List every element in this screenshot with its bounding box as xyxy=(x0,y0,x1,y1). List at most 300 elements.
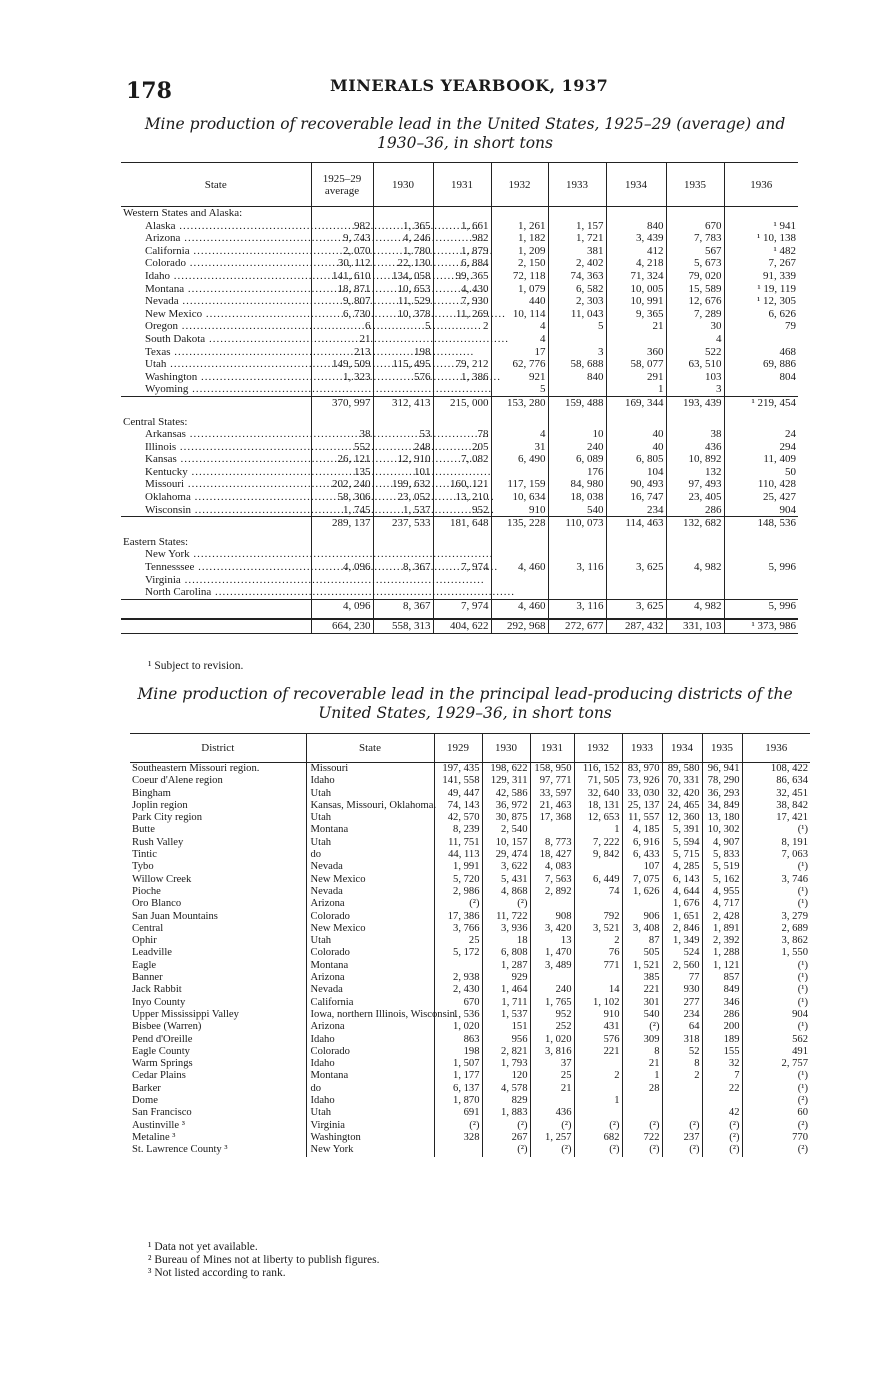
district-row xyxy=(130,849,810,861)
value-cell: 38 xyxy=(666,428,724,441)
value-cell xyxy=(491,574,548,587)
value-cell: 12, 676 xyxy=(666,295,724,308)
value-cell: 8, 773 xyxy=(530,837,574,849)
value-cell: 99, 365 xyxy=(433,270,491,283)
state-label: Oklahoma ..... xyxy=(145,491,495,503)
table1-footnote: ¹ Subject to revision. xyxy=(148,660,244,672)
district-state: Colorado xyxy=(306,911,434,923)
value-cell: 8, 239 xyxy=(434,824,482,836)
value-cell: 21 xyxy=(311,333,373,346)
value-cell: 5, 431 xyxy=(482,874,530,886)
value-cell: 1, 883 xyxy=(482,1107,530,1119)
value-cell: 79 xyxy=(724,320,798,333)
value-cell: 1, 386 xyxy=(433,371,491,384)
footnote: ¹ Data not yet available. xyxy=(148,1241,258,1253)
district-row xyxy=(130,935,810,947)
empty-cell xyxy=(724,612,798,619)
value-cell xyxy=(702,1095,742,1107)
district-state: Idaho xyxy=(306,1058,434,1070)
column-header: 1930 xyxy=(373,163,433,207)
value-cell: (¹) xyxy=(742,960,810,972)
value-cell: 286 xyxy=(666,504,724,517)
value-cell: 385 xyxy=(622,972,662,984)
district-row xyxy=(130,972,810,984)
value-cell xyxy=(724,586,798,599)
state-name xyxy=(121,466,311,479)
value-cell: 76 xyxy=(574,947,622,959)
value-cell: 2, 150 xyxy=(491,257,548,270)
state-row xyxy=(121,358,798,371)
column-header: 1929 xyxy=(434,734,482,763)
empty-cell xyxy=(311,612,373,619)
column-header: State xyxy=(121,163,311,207)
subtotal-cell: 4, 460 xyxy=(491,599,548,612)
value-cell: 440 xyxy=(491,295,548,308)
district-name: Coeur d'Alene region xyxy=(132,775,223,787)
empty-cell xyxy=(373,612,433,619)
value-cell: 6, 916 xyxy=(622,837,662,849)
district-name: Rush Valley xyxy=(132,836,184,848)
value-cell: 1, 745 xyxy=(311,504,373,517)
state-label: California ..... xyxy=(145,245,493,257)
empty-cell xyxy=(121,612,311,619)
value-cell: 309 xyxy=(622,1034,662,1046)
district-state: New Mexico xyxy=(306,874,434,886)
state-name xyxy=(121,491,311,504)
value-cell: 234 xyxy=(662,1009,702,1021)
district-row xyxy=(130,947,810,959)
district-state: Washington xyxy=(306,1132,434,1144)
district-name: Barker xyxy=(132,1082,161,1094)
value-cell: 5, 715 xyxy=(662,849,702,861)
value-cell: 6 xyxy=(311,320,373,333)
value-cell: 21 xyxy=(606,320,666,333)
district-state: Montana xyxy=(306,960,434,972)
district-state: Missouri xyxy=(306,763,434,776)
district-row xyxy=(130,788,810,800)
value-cell: 101 xyxy=(373,466,433,479)
state-name xyxy=(121,257,311,270)
district-state: Idaho xyxy=(306,775,434,787)
value-cell: 952 xyxy=(433,504,491,517)
value-cell: 11, 043 xyxy=(548,308,606,321)
value-cell: 18, 131 xyxy=(574,800,622,812)
value-cell: 6, 490 xyxy=(491,453,548,466)
district-state: Virginia xyxy=(306,1120,434,1132)
value-cell: 108, 422 xyxy=(742,763,810,776)
value-cell: 151 xyxy=(482,1021,530,1033)
value-cell: 770 xyxy=(742,1132,810,1144)
value-cell: 4, 644 xyxy=(662,886,702,898)
value-cell: 1, 121 xyxy=(702,960,742,972)
value-cell: 6, 582 xyxy=(548,283,606,296)
value-cell: 7, 082 xyxy=(433,453,491,466)
state-label: Missouri ..... xyxy=(145,478,488,490)
subtotal-cell xyxy=(121,396,311,409)
value-cell: 5, 594 xyxy=(662,837,702,849)
value-cell: 200 xyxy=(702,1021,742,1033)
empty-cell xyxy=(433,207,491,220)
value-cell: 240 xyxy=(548,441,606,454)
value-cell: (²) xyxy=(574,1144,622,1156)
district-name: Southeastern Missouri region. xyxy=(132,763,260,774)
district-name: Inyo County xyxy=(132,996,186,1008)
state-row xyxy=(121,283,798,296)
value-cell: 22, 130 xyxy=(373,257,433,270)
empty-cell xyxy=(311,536,373,549)
value-cell: 771 xyxy=(574,960,622,972)
column-header: 1931 xyxy=(433,163,491,207)
value-cell: 1, 209 xyxy=(491,245,548,258)
value-cell: 4, 430 xyxy=(433,283,491,296)
column-header: 1932 xyxy=(491,163,548,207)
subtotal-cell: 135, 228 xyxy=(491,517,548,530)
table1-header-row xyxy=(121,163,798,207)
value-cell: 10, 157 xyxy=(482,837,530,849)
value-cell: 5 xyxy=(373,320,433,333)
state-name xyxy=(121,283,311,296)
empty-cell xyxy=(311,416,373,429)
value-cell: 202, 240 xyxy=(311,478,373,491)
value-cell: 7, 783 xyxy=(666,232,724,245)
district-row xyxy=(130,800,810,812)
grand-total-cell xyxy=(121,619,311,633)
grand-total-cell: 664, 230 xyxy=(311,619,373,633)
subtotal-cell: 370, 997 xyxy=(311,396,373,409)
empty-cell xyxy=(373,207,433,220)
value-cell xyxy=(662,1107,702,1119)
value-cell: 116, 152 xyxy=(574,763,622,776)
district-row xyxy=(130,1095,810,1107)
state-row xyxy=(121,220,798,233)
value-cell: (¹) xyxy=(742,886,810,898)
value-cell: 522 xyxy=(666,346,724,359)
state-label: Wyoming ..... xyxy=(145,383,492,395)
value-cell xyxy=(724,333,798,346)
value-cell: 1, 676 xyxy=(662,898,702,910)
value-cell: 74, 143 xyxy=(434,800,482,812)
value-cell: (²) xyxy=(530,1120,574,1132)
value-cell: 1, 257 xyxy=(530,1132,574,1144)
value-cell: 7, 930 xyxy=(433,295,491,308)
value-cell xyxy=(606,574,666,587)
value-cell: 294 xyxy=(724,441,798,454)
state-row xyxy=(121,232,798,245)
state-name xyxy=(121,548,311,561)
grand-total-cell: 404, 622 xyxy=(433,619,491,633)
value-cell: 857 xyxy=(702,972,742,984)
empty-cell xyxy=(666,416,724,429)
state-name xyxy=(121,586,311,599)
value-cell xyxy=(666,586,724,599)
column-header: 1932 xyxy=(574,734,622,763)
value-cell: 1, 261 xyxy=(491,220,548,233)
value-cell: 436 xyxy=(530,1107,574,1119)
value-cell: 1, 711 xyxy=(482,997,530,1009)
value-cell: 2, 846 xyxy=(662,923,702,935)
value-cell: 17, 368 xyxy=(530,812,574,824)
value-cell: 36, 293 xyxy=(702,788,742,800)
value-cell: 906 xyxy=(622,911,662,923)
state-name xyxy=(121,333,311,346)
value-cell: 4, 578 xyxy=(482,1083,530,1095)
value-cell: 18, 871 xyxy=(311,283,373,296)
value-cell: 197, 435 xyxy=(434,763,482,776)
subtotal-cell: 4, 982 xyxy=(666,599,724,612)
district-state: California xyxy=(306,997,434,1009)
district-row xyxy=(130,997,810,1009)
value-cell: 50 xyxy=(724,466,798,479)
value-cell: 4, 955 xyxy=(702,886,742,898)
value-cell: 1, 020 xyxy=(530,1034,574,1046)
empty-cell xyxy=(606,416,666,429)
value-cell: 221 xyxy=(574,1046,622,1058)
value-cell: 2, 540 xyxy=(482,824,530,836)
value-cell: 42, 570 xyxy=(434,812,482,824)
value-cell: 44, 113 xyxy=(434,849,482,861)
value-cell: 929 xyxy=(482,972,530,984)
state-name xyxy=(121,220,311,233)
value-cell: 11, 751 xyxy=(434,837,482,849)
value-cell: 346 xyxy=(702,997,742,1009)
page-number: 178 xyxy=(126,78,172,104)
value-cell: 252 xyxy=(530,1021,574,1033)
state-label: Arizona ..... xyxy=(145,232,484,244)
district-row xyxy=(130,1070,810,1082)
state-name xyxy=(121,504,311,517)
empty-cell xyxy=(666,612,724,619)
value-cell: 25, 427 xyxy=(724,491,798,504)
value-cell: 24, 465 xyxy=(662,800,702,812)
value-cell: 5, 720 xyxy=(434,874,482,886)
value-cell: 103 xyxy=(666,371,724,384)
value-cell: 5, 833 xyxy=(702,849,742,861)
value-cell: 237 xyxy=(662,1132,702,1144)
value-cell: 540 xyxy=(622,1009,662,1021)
district-name: Joplin region xyxy=(132,799,188,811)
district-state: do xyxy=(306,1083,434,1095)
subtotal-cell: 7, 974 xyxy=(433,599,491,612)
group-title: Central States: xyxy=(123,415,188,428)
value-cell xyxy=(606,586,666,599)
empty-cell xyxy=(433,416,491,429)
value-cell xyxy=(606,548,666,561)
value-cell xyxy=(548,333,606,346)
subtotal-cell: 110, 073 xyxy=(548,517,606,530)
subtotal-cell: 5, 996 xyxy=(724,599,798,612)
value-cell: 491 xyxy=(742,1046,810,1058)
subtotal-cell: 193, 439 xyxy=(666,396,724,409)
value-cell: 72, 118 xyxy=(491,270,548,283)
value-cell xyxy=(434,960,482,972)
district-state: Idaho xyxy=(306,1034,434,1046)
value-cell: 8 xyxy=(622,1046,662,1058)
value-cell: 141, 558 xyxy=(434,775,482,787)
value-cell: 13, 210 xyxy=(433,491,491,504)
value-cell: 10, 653 xyxy=(373,283,433,296)
value-cell: 5, 172 xyxy=(434,947,482,959)
column-header: 1925–29 average xyxy=(311,163,373,207)
subtotal-cell: 114, 463 xyxy=(606,517,666,530)
district-state: Utah xyxy=(306,788,434,800)
value-cell: 301 xyxy=(622,997,662,1009)
subtotal-row xyxy=(121,396,798,409)
value-cell: 32, 420 xyxy=(662,788,702,800)
value-cell: 863 xyxy=(434,1034,482,1046)
subtotal-cell: 3, 116 xyxy=(548,599,606,612)
value-cell: (²) xyxy=(482,898,530,910)
value-cell: 13 xyxy=(530,935,574,947)
district-row xyxy=(130,923,810,935)
value-cell: 3 xyxy=(548,346,606,359)
value-cell: 436 xyxy=(666,441,724,454)
value-cell: 91, 339 xyxy=(724,270,798,283)
state-row xyxy=(121,320,798,333)
value-cell: 431 xyxy=(574,1021,622,1033)
value-cell: 1, 182 xyxy=(491,232,548,245)
value-cell: (¹) xyxy=(742,1021,810,1033)
value-cell: 4, 083 xyxy=(530,861,574,873)
value-cell xyxy=(574,1083,622,1095)
value-cell: 524 xyxy=(662,947,702,959)
value-cell: 4, 717 xyxy=(702,898,742,910)
value-cell: 58, 688 xyxy=(548,358,606,371)
district-name: Eagle xyxy=(132,959,157,971)
district-row xyxy=(130,1046,810,1058)
value-cell: 11, 557 xyxy=(622,812,662,824)
value-cell: 11, 409 xyxy=(724,453,798,466)
value-cell: 30 xyxy=(666,320,724,333)
district-row xyxy=(130,824,810,836)
district-row xyxy=(130,763,810,776)
district-name: Pioche xyxy=(132,885,161,897)
group-title: Western States and Alaska: xyxy=(123,207,243,219)
value-cell: (²) xyxy=(622,1021,662,1033)
value-cell: (²) xyxy=(434,1120,482,1132)
value-cell: 17 xyxy=(491,346,548,359)
district-state: Arizona xyxy=(306,898,434,910)
value-cell: 792 xyxy=(574,911,622,923)
district-state: do xyxy=(306,849,434,861)
column-header: 1931 xyxy=(530,734,574,763)
district-production-table xyxy=(130,733,810,1157)
state-row xyxy=(121,295,798,308)
subtotal-cell: 237, 533 xyxy=(373,517,433,530)
value-cell xyxy=(666,548,724,561)
value-cell: 40 xyxy=(606,441,666,454)
empty-cell xyxy=(548,416,606,429)
value-cell xyxy=(548,383,606,396)
district-name: Metaline ³ xyxy=(132,1131,176,1143)
value-cell: 8, 191 xyxy=(742,837,810,849)
value-cell: 6, 805 xyxy=(606,453,666,466)
state-name xyxy=(121,441,311,454)
value-cell: 199, 632 xyxy=(373,478,433,491)
value-cell: 5 xyxy=(548,320,606,333)
value-cell: 40 xyxy=(606,428,666,441)
state-row xyxy=(121,346,798,359)
district-name: San Juan Mountains xyxy=(132,910,218,922)
value-cell: (²) xyxy=(662,1120,702,1132)
district-state: Colorado xyxy=(306,947,434,959)
value-cell: 9, 365 xyxy=(606,308,666,321)
subtotal-cell xyxy=(121,599,311,612)
value-cell: 10, 302 xyxy=(702,824,742,836)
subtotal-row xyxy=(121,517,798,530)
value-cell: 1, 651 xyxy=(662,911,702,923)
state-label: Idaho ..... xyxy=(145,270,474,282)
value-cell: 267 xyxy=(482,1132,530,1144)
value-cell: 1, 536 xyxy=(434,1009,482,1021)
value-cell xyxy=(574,972,622,984)
value-cell: 6, 884 xyxy=(433,257,491,270)
district-name: Tybo xyxy=(132,861,154,873)
district-row xyxy=(130,960,810,972)
value-cell: 3, 862 xyxy=(742,935,810,947)
state-label: South Dakota ..... xyxy=(145,333,509,345)
value-cell: 33, 030 xyxy=(622,788,662,800)
empty-cell xyxy=(491,612,548,619)
value-cell: (¹) xyxy=(742,898,810,910)
subtotal-cell: 159, 488 xyxy=(548,396,606,409)
value-cell: 670 xyxy=(666,220,724,233)
empty-cell xyxy=(433,612,491,619)
state-row xyxy=(121,245,798,258)
value-cell: 9, 807 xyxy=(311,295,373,308)
value-cell: 189 xyxy=(702,1034,742,1046)
state-row xyxy=(121,586,798,599)
value-cell: 1, 470 xyxy=(530,947,574,959)
value-cell: 10, 005 xyxy=(606,283,666,296)
value-cell: 6, 808 xyxy=(482,947,530,959)
value-cell: 5, 673 xyxy=(666,257,724,270)
value-cell: 30, 112 xyxy=(311,257,373,270)
value-cell: 9, 743 xyxy=(311,232,373,245)
state-label: Illinois ..... xyxy=(145,441,480,453)
empty-cell xyxy=(724,207,798,220)
value-cell: 79, 020 xyxy=(666,270,724,283)
value-cell: 1, 991 xyxy=(434,861,482,873)
table2-footnotes xyxy=(148,1241,380,1280)
value-cell: 4, 185 xyxy=(622,824,662,836)
value-cell: 3, 746 xyxy=(742,874,810,886)
state-row xyxy=(121,491,798,504)
value-cell: 248 xyxy=(373,441,433,454)
district-row xyxy=(130,837,810,849)
value-cell: 10, 378 xyxy=(373,308,433,321)
state-name xyxy=(121,295,311,308)
value-cell: 2, 757 xyxy=(742,1058,810,1070)
state-name xyxy=(121,574,311,587)
value-cell: (²) xyxy=(622,1120,662,1132)
value-cell: 2 xyxy=(662,1070,702,1082)
value-cell: (²) xyxy=(622,1144,662,1156)
value-cell: 3, 420 xyxy=(530,923,574,935)
value-cell: 17, 421 xyxy=(742,812,810,824)
district-state: New Mexico xyxy=(306,923,434,935)
value-cell: 3, 622 xyxy=(482,861,530,873)
value-cell: 1, 521 xyxy=(622,960,662,972)
subtotal-row xyxy=(121,599,798,612)
value-cell: 1, 079 xyxy=(491,283,548,296)
value-cell: 3, 936 xyxy=(482,923,530,935)
table1-caption: Mine production of recoverable lead in the United States, 1925–29 (average) and 1930–36, in short tons xyxy=(144,115,786,152)
value-cell: 5 xyxy=(491,383,548,396)
value-cell xyxy=(548,548,606,561)
value-cell: 562 xyxy=(742,1034,810,1046)
value-cell: (¹) xyxy=(742,972,810,984)
value-cell: 7, 075 xyxy=(622,874,662,886)
